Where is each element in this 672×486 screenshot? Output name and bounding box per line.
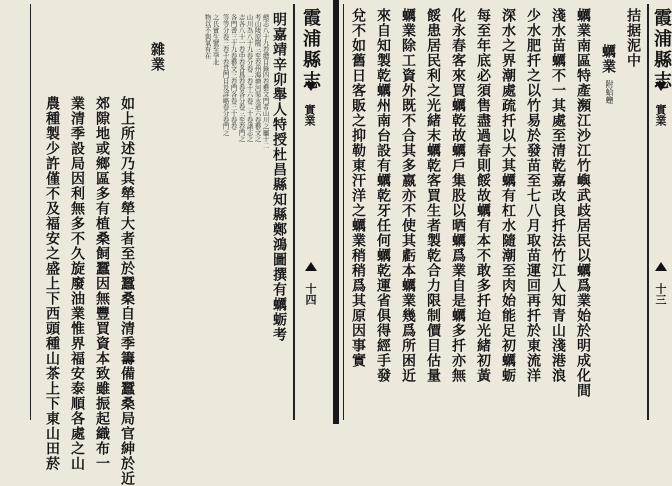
left-fishtail-bottom-icon	[305, 262, 317, 271]
right-page-border-right	[647, 4, 649, 420]
right-text-col-10: 蠣業南區特產瀕江沙江竹嶼武歧居民以蠣爲業始於明成化間	[575, 8, 591, 398]
left-text-col-1: 明嘉靖辛卯舉人特授杜昌縣知縣鄭鴻圖撰有蠣蛎考	[271, 12, 287, 342]
left-text-col-5: 農種製少許僅不及福安之盛上下西頭種山茶上下東山田菸	[44, 96, 60, 471]
left-note-col-6: 等等分卷三卷十卷其門目及詳略卷分卷門之	[221, 14, 230, 136]
right-page-number: 十三	[654, 283, 667, 305]
right-page	[339, 0, 672, 424]
left-text-col-2: 如上所述乃其犖犖大者至於蠶桑自清季籌備蠶桑局官紳於近	[119, 96, 135, 486]
left-note-col-2: 考山陵原隰三至卷州海塘河渠水道六卷藝文之	[253, 14, 262, 142]
right-volume-label: 實業	[654, 104, 667, 126]
left-note-col-8: 物以不與氣有在	[203, 14, 212, 59]
right-fishtail-top-icon	[655, 82, 667, 91]
right-text-col-9: 淺水苗蠣不一其處至清乾嘉改良扦法竹江人知青山淺港浪	[550, 8, 566, 383]
left-page	[0, 0, 333, 486]
right-text-col-8: 少水肥扦之以竹易於發苗至七八月取苗運回再扦於東流洋	[525, 8, 541, 383]
right-fishtail-bottom-icon	[655, 262, 667, 271]
left-text-col-4: 業清季設局因利無多不久旋廢油業惟界福安泰順各處之山	[69, 96, 85, 471]
left-section-heading: 雜業	[149, 42, 165, 72]
right-book-title: 霞浦縣志	[651, 8, 672, 92]
right-section-heading: 拮据泥中	[625, 8, 641, 68]
book-title: 霞浦縣志	[300, 8, 321, 92]
right-text-col-1: 兌不如舊日客販之抑勒東汗洋之蠣業稍稍爲其原因事實	[350, 8, 366, 368]
right-text-col-5: 化永春客來買蠣乾故蠣戶集股以晒蠣爲業自是蠣多扦亦無	[450, 8, 466, 383]
left-page-border-right	[293, 4, 295, 420]
right-subheading: 蠣業	[600, 44, 616, 74]
volume-label: 實業	[303, 104, 316, 126]
left-note-col-4: 志各八十一卷中卷各爲卷卷各分卷三至卷門之	[237, 14, 246, 142]
right-text-col-6: 每至年底必須售盡過春則餒故蠣有本不敢多扦迨光緒初黃	[475, 8, 491, 383]
right-subheading-note: 附蛤蟶	[605, 80, 614, 104]
right-text-col-3: 蠣業除工資外既不合其多嬴亦不使其虧本蠣業幾爲所困近	[400, 8, 416, 383]
right-text-col-4: 餒患居民利之光緒末蠣乾客買生者製乾合力限制價目估量	[425, 8, 441, 383]
left-page-border-left	[30, 4, 31, 420]
left-text-col-3: 郊隙地或鄉區多有植桑飼蠶因無豐買資本致雖振起織布一	[94, 96, 110, 471]
right-text-col-2: 來自知製乾蠣州南台設有蠣乾牙任何蠣乾運省俱得經手發	[375, 8, 391, 383]
left-note-col-5: 各門書三十九卷藝文三卷門各卷三十卷卷	[229, 14, 238, 130]
left-page-number: 十四	[304, 283, 317, 305]
left-note-col-3: 山川為八十九卷分卷二卷十六卷二十卷諸志之	[245, 14, 254, 142]
left-note-col-7: 之氏實生號至孕北	[211, 14, 220, 66]
right-page-border-left	[343, 4, 344, 420]
right-text-col-7: 深水之界潮處疏扦以大其蠣有杠水隨潮至肉始能足初蠣蛎	[500, 8, 516, 383]
left-note-col-1: 總志八十九卷總目錄四卷藝文門者山川之屬十二	[261, 14, 270, 149]
